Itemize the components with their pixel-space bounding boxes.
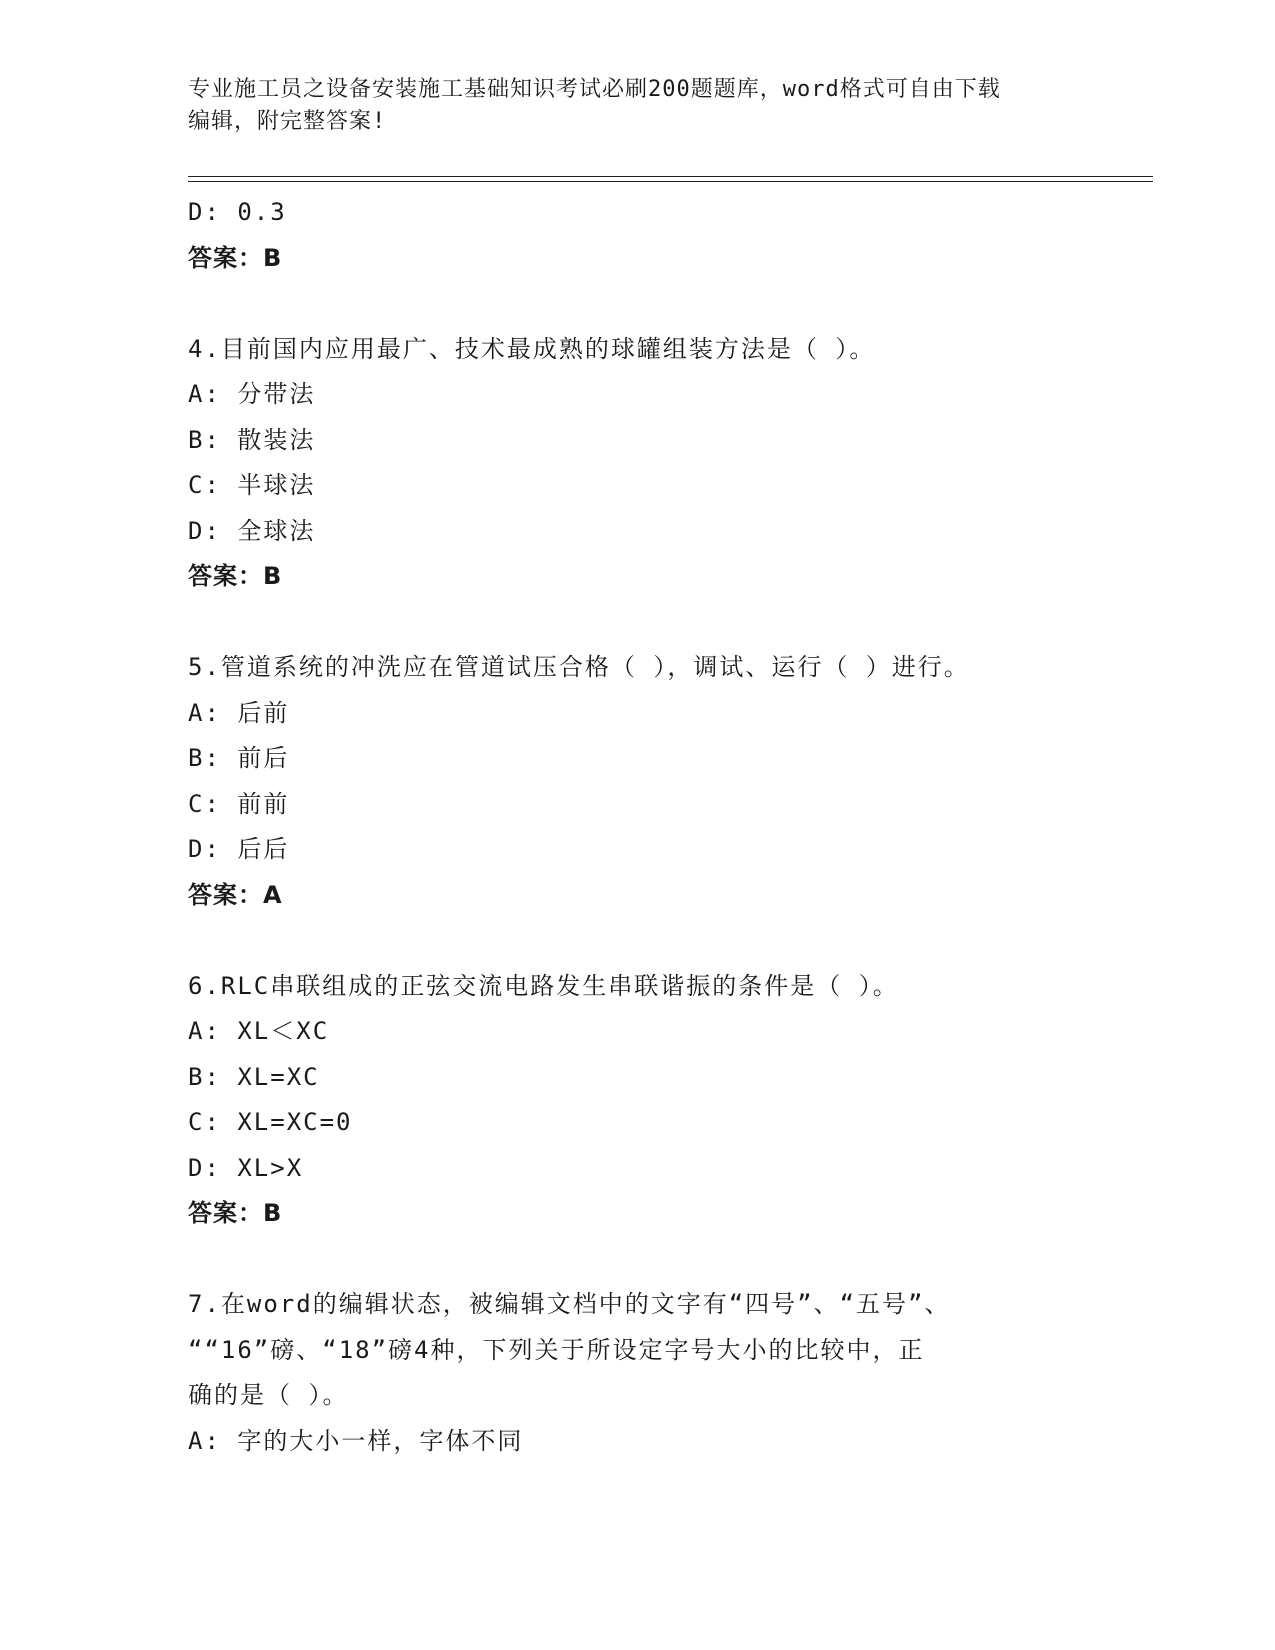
option-c: C: 半球法 [188,471,316,499]
option-a: A: 后前 [188,698,290,727]
option-a: A: XL＜XC [188,1017,330,1045]
answer-line: 答案：B [188,243,283,272]
spacer [188,918,1088,964]
header-divider-top [188,176,1153,177]
header-divider-bottom [188,181,1153,182]
question-stem: 6.RLC串联组成的正弦交流电路发生串联谐振的条件是（ ）。 [188,971,899,1000]
option-d: D: 后后 [188,835,290,863]
option-c: C: 前前 [188,789,290,818]
question-3-tail [188,190,1088,281]
question-4 [188,327,1088,600]
option-c: C: XL=XC=0 [188,1108,353,1136]
question-7 [188,1282,1088,1464]
answer-line: 答案：A [188,880,283,909]
header-title-line-2: 编辑，附完整答案! [188,109,387,134]
option-b: B: XL=XC [188,1062,320,1091]
answer-line: 答案：B [188,1199,283,1227]
question-5 [188,645,1088,918]
question-stem-line-2: ““16”磅、“18”磅4种，下列关于所设定字号大小的比较中，正 [188,1335,925,1364]
option-d: D: XL>X [188,1153,304,1182]
spacer [188,281,1088,327]
question-list [188,190,1088,1464]
question-stem-line-3: 确的是（ ）。 [188,1381,349,1409]
question-stem: 5.管道系统的冲洗应在管道试压合格（ ），调试、运行（ ）进行。 [188,653,970,681]
question-6 [188,964,1088,1237]
option-a: A: 字的大小一样，字体不同 [188,1426,524,1455]
answer-line: 答案：B [188,562,283,590]
question-stem-line-1: 7.在word的编辑状态，被编辑文档中的文字有“四号”、“五号”、 [188,1290,951,1318]
option-b: B: 散装法 [188,425,316,454]
option-b: B: 前后 [188,744,290,772]
option-a: A: 分带法 [188,380,316,408]
page-header [188,74,1088,138]
option-d: D: 全球法 [188,516,316,545]
option-d: D: 0.3 [188,198,287,226]
spacer [188,1237,1088,1283]
header-title-line-1: 专业施工员之设备安装施工基础知识考试必刷200题题库，word格式可自由下载 [188,77,1001,102]
spacer [188,600,1088,646]
question-stem: 4.目前国内应用最广、技术最成熟的球罐组装方法是（ ）。 [188,334,876,363]
